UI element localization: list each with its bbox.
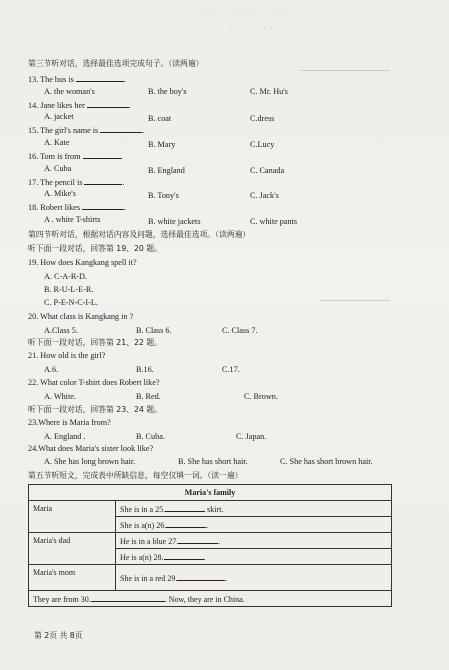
q19-option-a[interactable]: A. C-A-R-D. xyxy=(44,272,87,281)
q19-stem: 19. How does Kangkang spell it? xyxy=(28,258,137,267)
q17-stem: 17. The pencil is . xyxy=(28,178,125,187)
bleed-through-text: · · · · · · · · · · · · · · xyxy=(200,10,291,19)
q22-option-c[interactable]: C. Brown. xyxy=(244,392,278,401)
blank-27-line: He is in a blue 27. . xyxy=(116,533,392,549)
q21-option-b[interactable]: B.16. xyxy=(136,365,154,374)
q23-option-c[interactable]: C. Japan. xyxy=(236,432,267,441)
blank-28-line: He is a(n) 28. . xyxy=(116,549,392,565)
q24-option-a[interactable]: A. She has long brown hair. xyxy=(44,457,136,466)
q14-option-a[interactable]: A. jacket xyxy=(44,112,74,121)
q18-option-a[interactable]: A . white T-shirts xyxy=(44,215,101,224)
q21-stem: 21. How old is the girl? xyxy=(28,351,106,360)
section3-heading: 第三节听对话，选择最佳选项完成句子。（读两遍） xyxy=(28,59,204,68)
q15-option-b[interactable]: B. Mary xyxy=(148,140,176,149)
q22-option-b[interactable]: B. Red. xyxy=(136,392,161,401)
q22-stem: 22. What color T-shirt does Robert like? xyxy=(28,378,160,387)
section5-heading: 第五节听短文，完成表中所缺信息，每空仅填一词。（读一遍） xyxy=(28,471,243,480)
section4-intro-1: 听下面一段对话，回答第 19、20 题。 xyxy=(28,244,162,253)
blank-30-line: They are from 30. . Now, they are in China. xyxy=(29,591,392,607)
q17-option-a[interactable]: A. Mike's xyxy=(44,189,76,198)
blank-25-line: She is in a 25. skirt. xyxy=(116,501,392,517)
q19-option-b[interactable]: B. R-U-L-E-R. xyxy=(44,285,94,294)
q13-option-c[interactable]: C. Mr. Hu's xyxy=(250,87,288,96)
q24-stem: 24.What does Maria's sister look like? xyxy=(28,444,154,453)
q13-option-a[interactable]: A. the woman's xyxy=(44,87,95,96)
q21-option-a[interactable]: A.6. xyxy=(44,365,59,374)
blank-29[interactable] xyxy=(177,572,225,581)
q23-option-b[interactable]: B. Cuba. xyxy=(136,432,165,441)
q15-stem: 15. The girl's name is . xyxy=(28,126,145,135)
q20-stem: 20. What class is Kangkang in ? xyxy=(28,312,134,321)
q24-option-c[interactable]: C. She has short brown hair. xyxy=(280,457,373,466)
blank-27[interactable] xyxy=(178,535,218,544)
q15-option-a[interactable]: A. Kate xyxy=(44,138,70,147)
bleed-through-line xyxy=(320,300,390,301)
q18-stem: 18. Robert likes . xyxy=(28,203,127,212)
q16-stem: 16. Tom is from . xyxy=(28,152,123,161)
q14-stem: 14. Jane likes her . xyxy=(28,101,131,110)
q20-option-a[interactable]: A.Class 5. xyxy=(44,326,78,335)
q20-option-c[interactable]: C. Class 7. xyxy=(222,326,258,335)
q19-option-c[interactable]: C. P-E-N-C-I-L. xyxy=(44,298,98,307)
bleed-through-line xyxy=(300,70,390,71)
q20-option-b[interactable]: B. Class 6. xyxy=(136,326,172,335)
q15-option-c[interactable]: C.Lucy xyxy=(250,140,275,149)
row-label-mom: Maria's mom xyxy=(29,565,116,591)
maria-family-table xyxy=(28,484,392,607)
q17-option-c[interactable]: C. Jack's xyxy=(250,191,279,200)
row-label-maria: Maria xyxy=(29,501,116,533)
q17-option-b[interactable]: B. Tony's xyxy=(148,191,179,200)
q21-option-c[interactable]: C.17. xyxy=(222,365,240,374)
q23-option-a[interactable]: A. England . xyxy=(44,432,86,441)
table-title: Maria's family xyxy=(29,485,392,501)
q16-option-a[interactable]: A. Cuba xyxy=(44,164,72,173)
bleed-through-text: · · · · · · · · · · · · xyxy=(230,24,307,33)
q23-stem: 23.Where is Maria from? xyxy=(28,418,111,427)
section4-heading: 第四节听对话，根据对话内容及问题，选择最佳选项。（读两遍） xyxy=(28,230,251,239)
blank-25[interactable] xyxy=(165,503,205,512)
section4-intro-3: 听下面一段对话，回答第 23、24 题。 xyxy=(28,405,162,414)
q16-option-c[interactable]: C. Canada xyxy=(250,166,285,175)
q14-option-c[interactable]: C.dress xyxy=(250,114,275,123)
blank-30[interactable] xyxy=(91,593,165,602)
q18-option-c[interactable]: C. white pants xyxy=(250,217,298,226)
q14-option-b[interactable]: B. coat xyxy=(148,114,172,123)
page-footer: 第 2页 共 8页 xyxy=(34,631,83,640)
blank-29-line: She is in a red 29. . xyxy=(116,565,392,591)
q13-stem: 13. The bus is . xyxy=(28,75,126,84)
q22-option-a[interactable]: A. White. xyxy=(44,392,76,401)
q24-option-b[interactable]: B. She has short hair. xyxy=(178,457,248,466)
q18-option-b[interactable]: B. white jackets xyxy=(148,217,201,226)
row-label-dad: Maria's dad xyxy=(29,533,116,565)
blank-28[interactable] xyxy=(164,551,204,560)
section4-intro-2: 听下面一段对话，回答第 21、22 题。 xyxy=(28,338,162,347)
q16-option-b[interactable]: B. England xyxy=(148,166,185,175)
q13-option-b[interactable]: B. the boy's xyxy=(148,87,187,96)
blank-26[interactable] xyxy=(166,519,206,528)
blank-26-line: She is a(n) 26. . xyxy=(116,517,392,533)
